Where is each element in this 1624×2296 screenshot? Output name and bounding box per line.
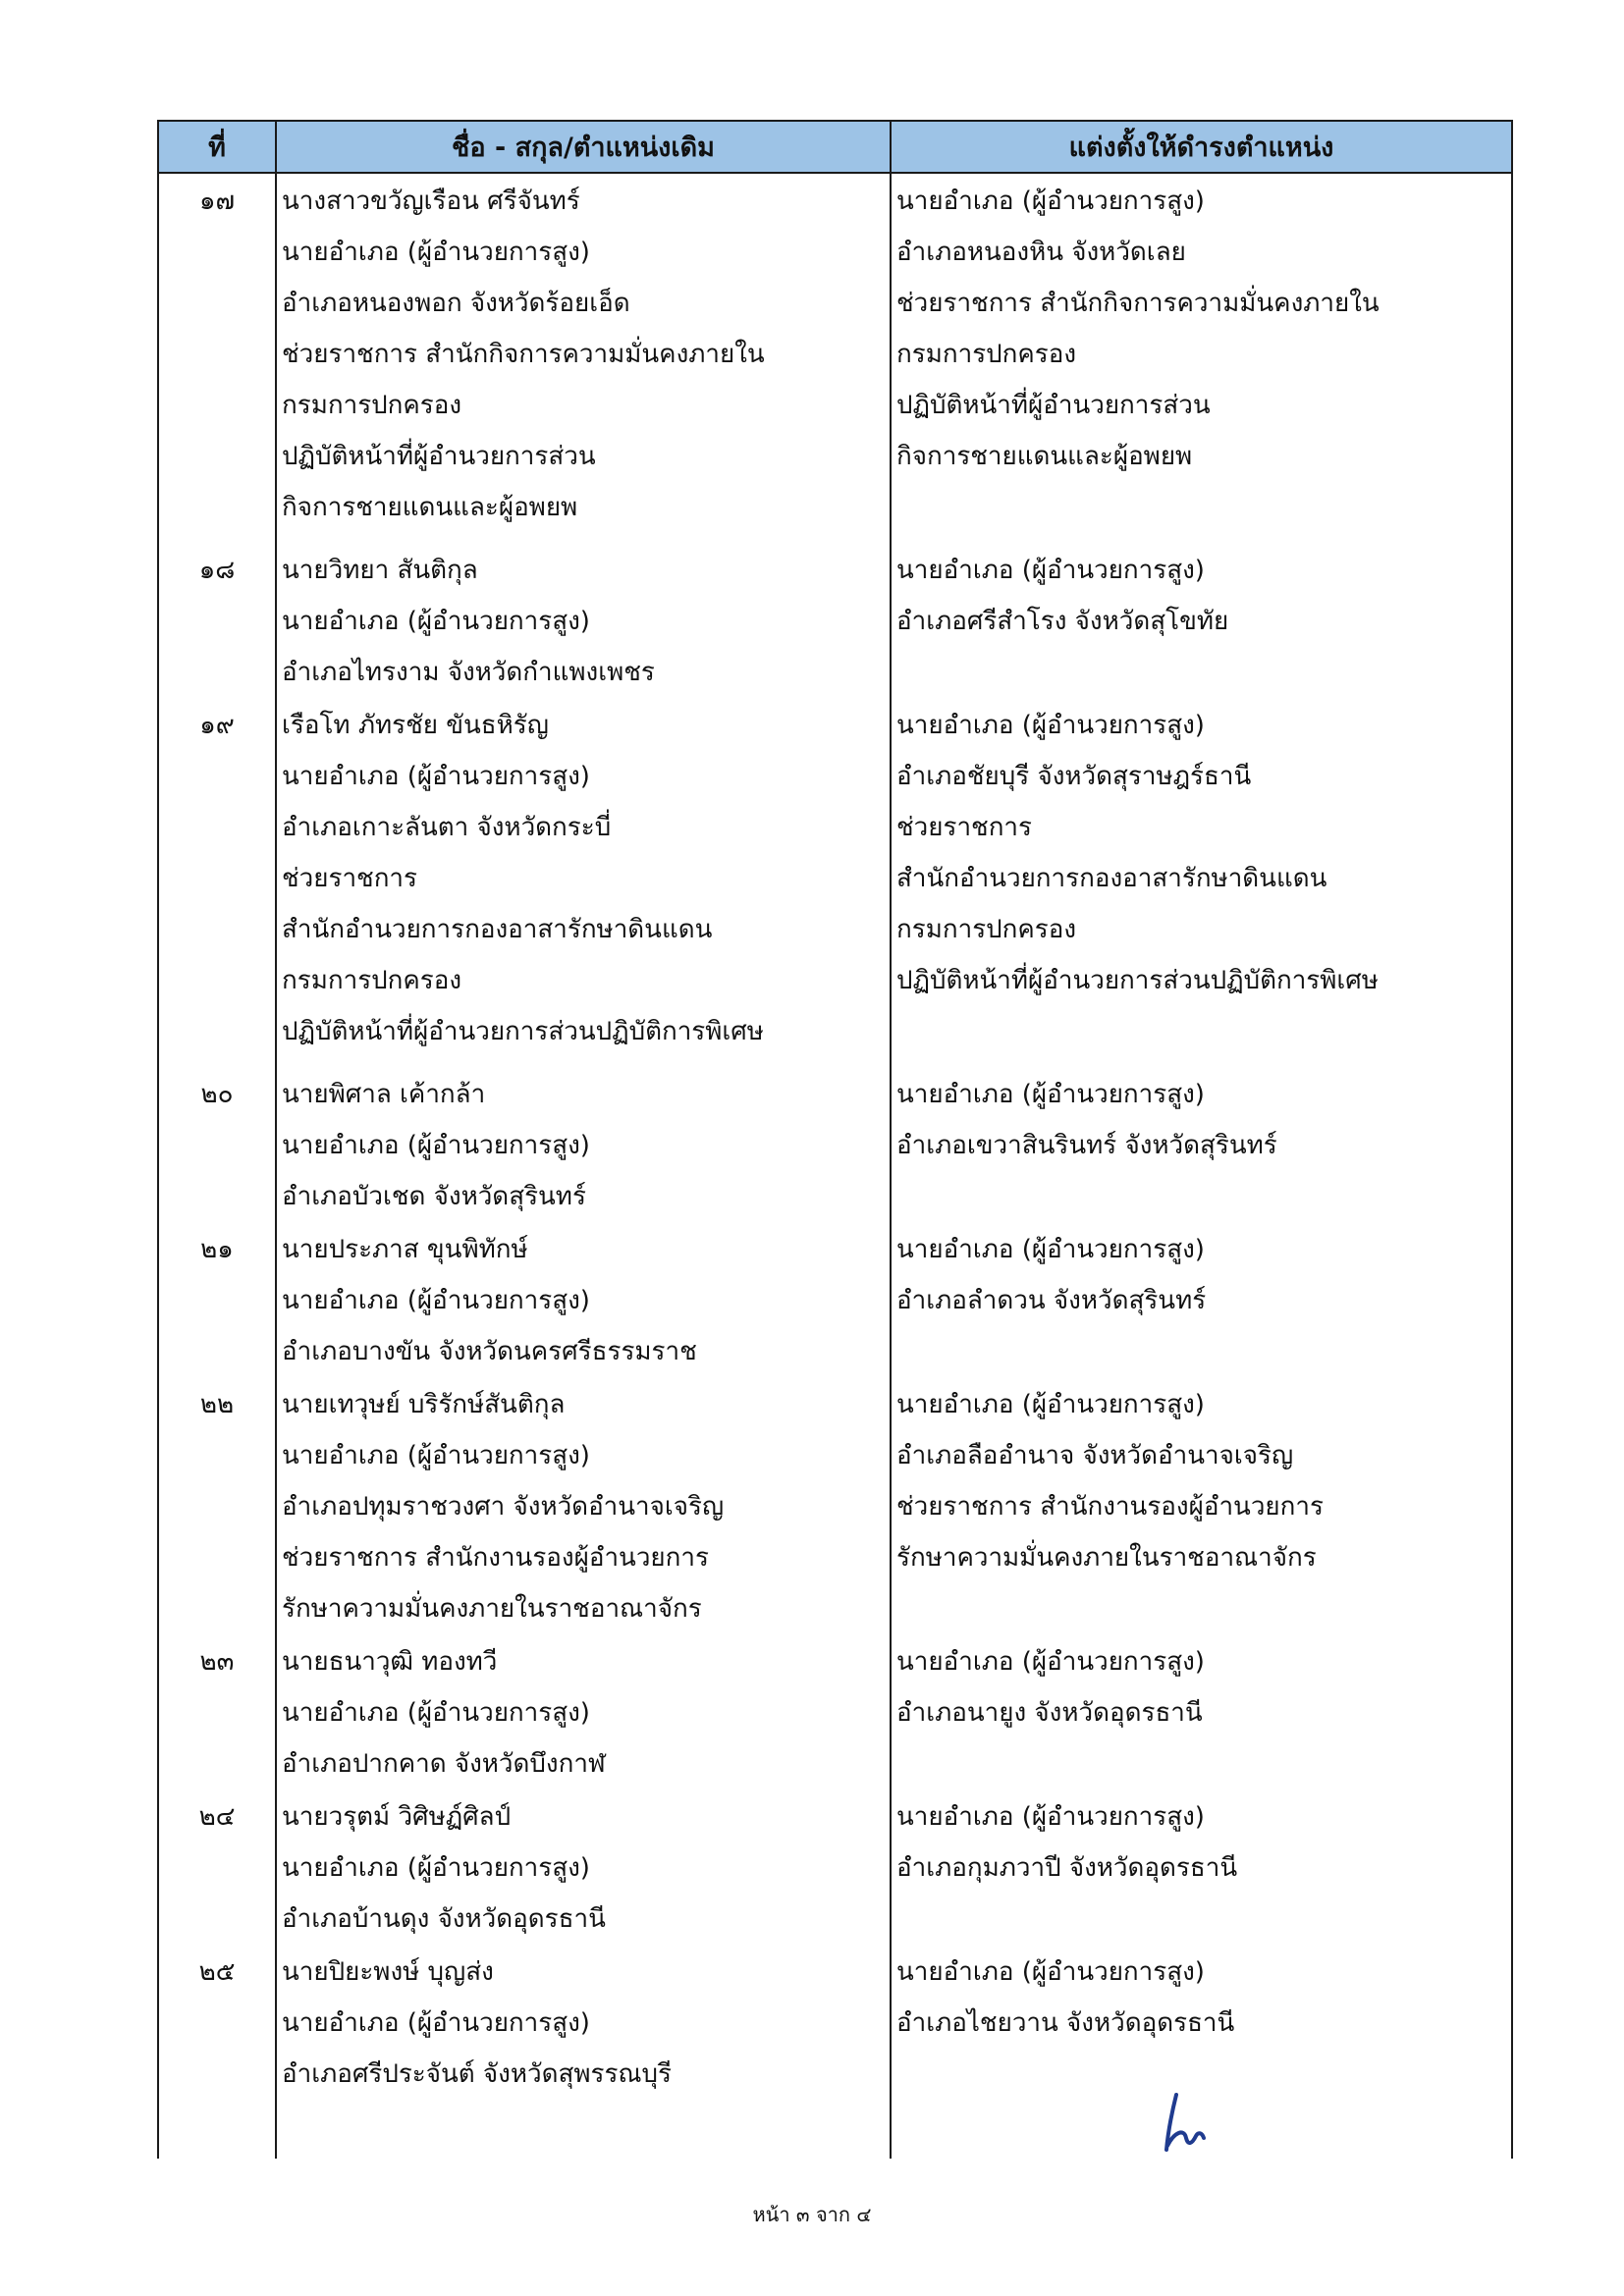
appointment-table — [157, 120, 1513, 2159]
old-position-line: นายอำเภอ (ผู้อำนวยการสูง) — [282, 2008, 590, 2038]
table-row — [158, 173, 1512, 533]
table-row — [158, 698, 1512, 1057]
new-position-line: อำเภอเขวาสินรินทร์ จังหวัดสุรินทร์ — [896, 1131, 1277, 1160]
new-position-line: ช่วยราชการ — [896, 813, 1032, 842]
new-position-line: กิจการชายแดนและผู้อพยพ — [896, 442, 1193, 471]
old-position-line: นายอำเภอ (ผู้อำนวยการสูง) — [282, 1286, 590, 1315]
old-position-cell — [276, 543, 891, 698]
signature-mark — [1159, 2089, 1218, 2158]
new-position-cell — [891, 1222, 1512, 1377]
new-position-line: กรมการปกครอง — [896, 915, 1077, 944]
table-body — [158, 173, 1512, 2159]
old-position-line: อำเภอบางขัน จังหวัดนครศรีธรรมราช — [282, 1337, 697, 1366]
filler-cell — [276, 2100, 891, 2159]
old-position-cell — [276, 1222, 891, 1377]
table-row — [158, 1222, 1512, 1377]
old-position-cell — [276, 1377, 891, 1634]
old-position-line: อำเภอไทรงาม จังหวัดกำแพงเพชร — [282, 658, 655, 687]
old-position-line: อำเภอบัวเชด จังหวัดสุรินทร์ — [282, 1182, 586, 1211]
old-position-line: ช่วยราชการ สำนักงานรองผู้อำนวยการ — [282, 1543, 709, 1573]
row-spacer — [158, 1057, 1512, 1067]
old-position-line: ปฏิบัติหน้าที่ผู้อำนวยการส่วนปฏิบัติการพิเศษ — [282, 1017, 764, 1046]
old-position-line: นายประภาส ขุนพิทักษ์ — [282, 1235, 528, 1264]
appointment-table-container — [157, 120, 1511, 2167]
old-position-line: นายอำเภอ (ผู้อำนวยการสูง) — [282, 1441, 590, 1470]
new-position-line: ปฏิบัติหน้าที่ผู้อำนวยการส่วน — [896, 391, 1211, 420]
old-position-line: ช่วยราชการ สำนักกิจการความมั่นคงภายใน — [282, 340, 765, 369]
old-position-line: อำเภอปทุมราชวงศา จังหวัดอำนาจเจริญ — [282, 1492, 725, 1522]
new-position-line: อำเภอลำดวน จังหวัดสุรินทร์ — [896, 1286, 1207, 1315]
table-row — [158, 1634, 1512, 1789]
old-position-line: นายอำเภอ (ผู้อำนวยการสูง) — [282, 762, 590, 791]
old-position-line: อำเภอเกาะลันตา จังหวัดกระบี่ — [282, 813, 612, 842]
new-position-line: รักษาความมั่นคงภายในราชอาณาจักร — [896, 1543, 1317, 1573]
row-number: ๒๐ — [158, 1067, 276, 1222]
new-position-line: นายอำเภอ (ผู้อำนวยการสูง) — [896, 1390, 1205, 1419]
old-position-line: นายเทวุษย์ บริรักษ์สันติกุล — [282, 1390, 566, 1419]
page-number: หน้า ๓ จาก ๔ — [752, 2203, 872, 2226]
old-position-line: อำเภอศรีประจันต์ จังหวัดสุพรรณบุรี — [282, 2059, 672, 2089]
old-position-line: เรือโท ภัทรชัย ขันธหิรัญ — [282, 711, 549, 740]
old-position-line: นายอำเภอ (ผู้อำนวยการสูง) — [282, 1131, 590, 1160]
row-number: ๑๗ — [158, 173, 276, 533]
new-position-line: นายอำเภอ (ผู้อำนวยการสูง) — [896, 1647, 1205, 1677]
row-number: ๒๒ — [158, 1377, 276, 1634]
new-position-line: นายอำเภอ (ผู้อำนวยการสูง) — [896, 1080, 1205, 1109]
new-position-line: ช่วยราชการ สำนักกิจการความมั่นคงภายใน — [896, 289, 1380, 318]
old-position-line: ช่วยราชการ — [282, 864, 417, 893]
table-row — [158, 1067, 1512, 1222]
old-position-line: อำเภอหนองพอก จังหวัดร้อยเอ็ด — [282, 289, 630, 318]
old-position-line: นายอำเภอ (ผู้อำนวยการสูง) — [282, 1853, 590, 1883]
new-position-line: ช่วยราชการ สำนักงานรองผู้อำนวยการ — [896, 1492, 1324, 1522]
old-position-cell — [276, 173, 891, 533]
new-position-line: นายอำเภอ (ผู้อำนวยการสูง) — [896, 187, 1205, 216]
old-position-cell — [276, 1789, 891, 1945]
new-position-cell — [891, 698, 1512, 1057]
table-header-row — [158, 121, 1512, 173]
old-position-cell — [276, 1067, 891, 1222]
spacer-cell — [158, 1057, 276, 1067]
spacer-cell — [891, 533, 1512, 543]
table-filler-row — [158, 2100, 1512, 2159]
new-position-line: อำเภอกุมภวาปี จังหวัดอุดรธานี — [896, 1853, 1238, 1883]
table-row — [158, 1789, 1512, 1945]
old-position-line: นายอำเภอ (ผู้อำนวยการสูง) — [282, 1698, 590, 1728]
new-position-cell — [891, 1067, 1512, 1222]
old-position-line: อำเภอปากคาด จังหวัดบึงกาฬ — [282, 1749, 606, 1779]
filler-cell — [158, 2100, 276, 2159]
old-position-line: นายอำเภอ (ผู้อำนวยการสูง) — [282, 238, 590, 267]
old-position-line: นายวรุตม์ วิศิษฏ์ศิลป์ — [282, 1802, 512, 1832]
new-position-line: นายอำเภอ (ผู้อำนวยการสูง) — [896, 711, 1205, 740]
row-number: ๒๔ — [158, 1789, 276, 1945]
new-position-line: นายอำเภอ (ผู้อำนวยการสูง) — [896, 1802, 1205, 1832]
old-position-line: นางสาวขวัญเรือน ศรีจันทร์ — [282, 187, 580, 216]
table-row — [158, 1945, 1512, 2100]
new-position-line: กรมการปกครอง — [896, 340, 1077, 369]
new-position-line: อำเภอลืออำนาจ จังหวัดอำนาจเจริญ — [896, 1441, 1294, 1470]
old-position-line: ปฏิบัติหน้าที่ผู้อำนวยการส่วน — [282, 442, 596, 471]
row-number: ๒๑ — [158, 1222, 276, 1377]
spacer-cell — [891, 1057, 1512, 1067]
row-number: ๒๓ — [158, 1634, 276, 1789]
old-position-cell — [276, 1945, 891, 2100]
old-position-cell — [276, 1634, 891, 1789]
header-new-position: แต่งตั้งให้ดำรงตำแหน่ง — [891, 121, 1512, 173]
old-position-line: รักษาความมั่นคงภายในราชอาณาจักร — [282, 1594, 702, 1624]
header-name-old-position: ชื่อ - สกุล/ตำแหน่งเดิม — [276, 121, 891, 173]
header-no: ที่ — [158, 121, 276, 173]
old-position-cell — [276, 698, 891, 1057]
new-position-line: อำเภอหนองหิน จังหวัดเลย — [896, 238, 1186, 267]
old-position-line: กิจการชายแดนและผู้อพยพ — [282, 493, 578, 522]
spacer-cell — [276, 533, 891, 543]
spacer-cell — [276, 1057, 891, 1067]
row-number: ๒๕ — [158, 1945, 276, 2100]
new-position-line: สำนักอำนวยการกองอาสารักษาดินแดน — [896, 864, 1327, 893]
row-spacer — [158, 533, 1512, 543]
new-position-cell — [891, 1377, 1512, 1634]
old-position-line: สำนักอำนวยการกองอาสารักษาดินแดน — [282, 915, 713, 944]
table-row — [158, 543, 1512, 698]
new-position-cell — [891, 543, 1512, 698]
old-position-line: นายอำเภอ (ผู้อำนวยการสูง) — [282, 607, 590, 636]
new-position-line: อำเภอศรีสำโรง จังหวัดสุโขทัย — [896, 607, 1229, 636]
new-position-cell — [891, 1634, 1512, 1789]
old-position-line: อำเภอบ้านดุง จังหวัดอุดรธานี — [282, 1904, 606, 1934]
row-number: ๑๙ — [158, 698, 276, 1057]
new-position-cell — [891, 1945, 1512, 2100]
new-position-line: อำเภอชัยบุรี จังหวัดสุราษฎร์ธานี — [896, 762, 1252, 791]
new-position-cell — [891, 173, 1512, 533]
new-position-line: นายอำเภอ (ผู้อำนวยการสูง) — [896, 1957, 1205, 1987]
old-position-line: กรมการปกครอง — [282, 966, 462, 995]
old-position-line: กรมการปกครอง — [282, 391, 462, 420]
old-position-line: นายพิศาล เค้ากล้า — [282, 1080, 486, 1109]
old-position-line: นายปิยะพงษ์ บุญส่ง — [282, 1957, 494, 1987]
new-position-line: นายอำเภอ (ผู้อำนวยการสูง) — [896, 1235, 1205, 1264]
new-position-line: ปฏิบัติหน้าที่ผู้อำนวยการส่วนปฏิบัติการพิเศษ — [896, 966, 1379, 995]
table-row — [158, 1377, 1512, 1634]
new-position-line: อำเภอไชยวาน จังหวัดอุดรธานี — [896, 2008, 1235, 2038]
old-position-line: นายวิทยา สันติกุล — [282, 556, 478, 585]
row-number: ๑๘ — [158, 543, 276, 698]
old-position-line: นายธนาวุฒิ ทองทวี — [282, 1647, 498, 1677]
new-position-line: นายอำเภอ (ผู้อำนวยการสูง) — [896, 556, 1205, 585]
new-position-cell — [891, 1789, 1512, 1945]
spacer-cell — [158, 533, 276, 543]
new-position-line: อำเภอนายูง จังหวัดอุดรธานี — [896, 1698, 1203, 1728]
